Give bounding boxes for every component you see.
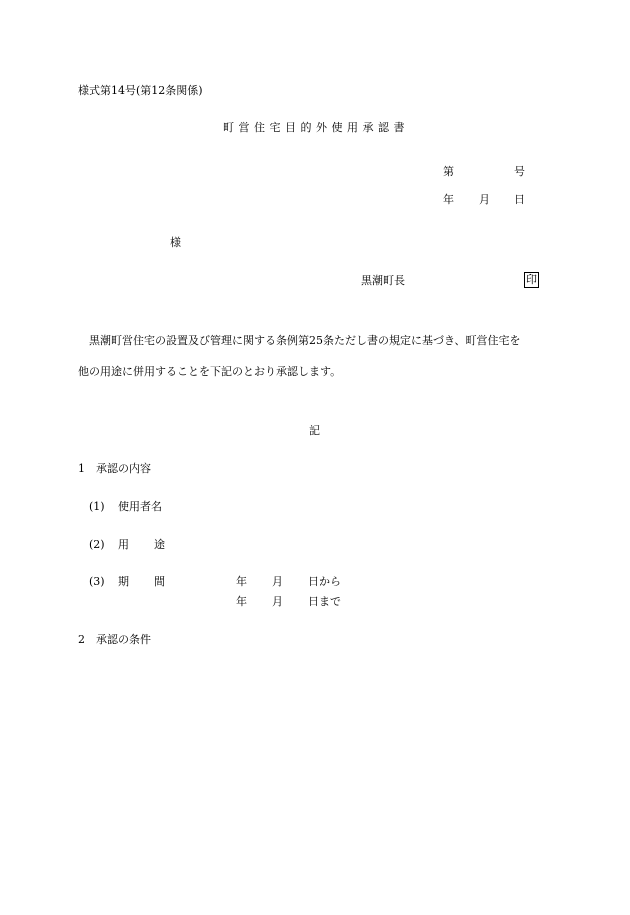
period-to-day: 日まで <box>308 595 341 608</box>
addressee-suffix: 様 <box>170 236 181 249</box>
period-from-month: 月 <box>272 575 283 588</box>
form-label: 様式第14号(第12条関係) <box>78 84 203 97</box>
item-2-label-b: 途 <box>154 538 165 551</box>
date-month: 月 <box>479 193 490 206</box>
item-2-label-a: 用 <box>118 538 129 551</box>
period-to-year: 年 <box>236 595 247 608</box>
document-title: 町営住宅目的外使用承認書 <box>223 121 409 134</box>
doc-number-go: 号 <box>514 165 525 178</box>
item-3-number: (3) <box>89 575 105 588</box>
issuer-name: 黒潮町長 <box>361 274 405 287</box>
section-1-number: 1 <box>78 462 85 475</box>
period-from-year: 年 <box>236 575 247 588</box>
section-2-number: 2 <box>78 633 85 646</box>
seal-icon: 印 <box>526 273 537 286</box>
section-2-label: 承認の条件 <box>96 633 151 646</box>
section-1-label: 承認の内容 <box>96 462 151 475</box>
body-line-2: 他の用途に併用することを下記のとおり承認します。 <box>78 365 342 378</box>
item-1-number: (1) <box>89 500 105 513</box>
date-year: 年 <box>443 193 454 206</box>
body-line-1: 黒潮町営住宅の設置及び管理に関する条例第25条ただし書の規定に基づき、町営住宅を <box>89 334 521 347</box>
period-from-day: 日から <box>308 575 341 588</box>
seal-mark <box>524 272 539 288</box>
item-3-label-b: 間 <box>154 575 165 588</box>
doc-number-dai: 第 <box>443 165 454 178</box>
period-to-month: 月 <box>272 595 283 608</box>
item-1-label: 使用者名 <box>118 500 162 513</box>
ki-heading: 記 <box>309 424 320 437</box>
item-3-label-a: 期 <box>118 575 129 588</box>
date-day: 日 <box>514 193 525 206</box>
item-2-number: (2) <box>89 538 105 551</box>
